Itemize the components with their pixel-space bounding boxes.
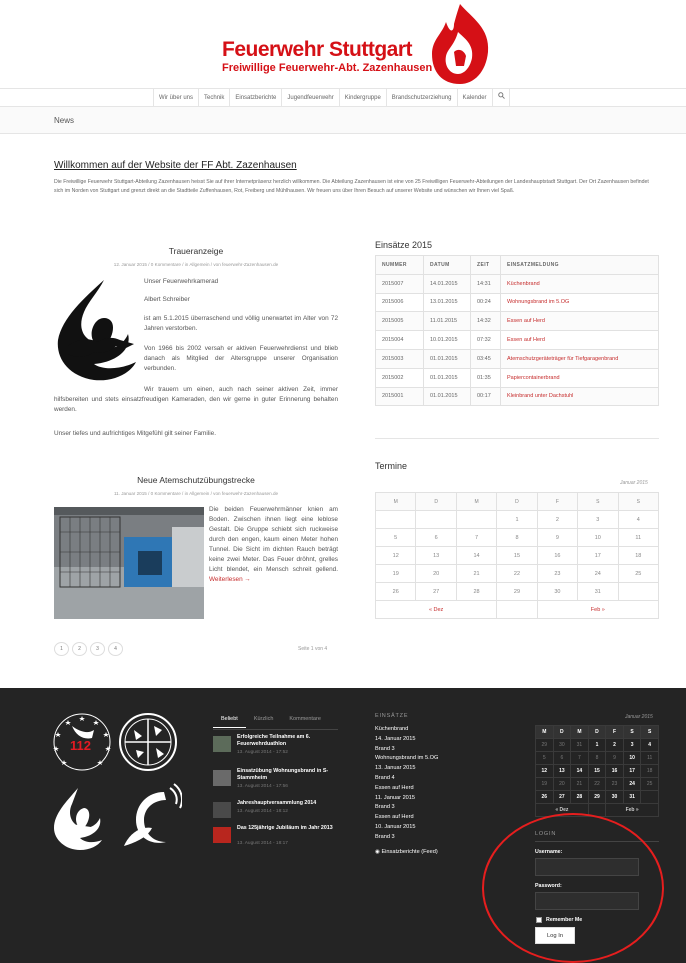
post-name-link[interactable]: Albert Schreiber xyxy=(144,296,190,303)
nav-item-wir-ueber-uns[interactable]: Wir über uns xyxy=(153,89,198,107)
footer-post-date: 13. August 2014 - 18:17 xyxy=(237,841,288,846)
footer-calendar-day[interactable]: 3 xyxy=(623,739,641,752)
footer-tabs xyxy=(213,714,329,728)
calendar-day[interactable]: 8 xyxy=(497,529,537,547)
weekday-header: M xyxy=(456,493,496,511)
column-header: NUMMER xyxy=(376,256,424,275)
weekday-header: S xyxy=(618,493,658,511)
divider xyxy=(375,438,659,439)
einsatz-link[interactable]: Papiercontainerbrand xyxy=(501,368,659,387)
footer-einsatz-line[interactable]: Wohnungsbrand im 5.OG xyxy=(375,755,439,762)
table-cell: 00:24 xyxy=(471,293,501,312)
post-thumbnail[interactable] xyxy=(213,736,231,752)
page-title-bar xyxy=(0,107,686,134)
tab-divider xyxy=(213,729,338,730)
calendar-day[interactable]: 30 xyxy=(537,583,577,601)
calendar-day[interactable]: 26 xyxy=(376,583,416,601)
fire-department-seal-icon[interactable] xyxy=(120,714,176,770)
termine-calendar xyxy=(375,492,659,619)
username-input[interactable] xyxy=(535,858,639,876)
nav-item-jugendfeuerwehr[interactable]: Jugendfeuerwehr xyxy=(281,89,338,107)
salamander-crest-icon xyxy=(54,278,140,384)
table-row xyxy=(376,368,659,387)
calendar-prev-link[interactable]: « Dez xyxy=(376,601,497,619)
footer-einsatz-line: Brand 4 xyxy=(375,774,395,781)
remember-me-checkbox[interactable] xyxy=(536,917,542,923)
footer-post-title[interactable]: Das 125jährige Jubiläum im Jahr 2013 xyxy=(237,825,333,831)
footer-einsatz-line: 14. Januar 2015 xyxy=(375,735,416,742)
footer-emblems xyxy=(52,712,182,852)
table-cell: 2015003 xyxy=(376,349,424,368)
post-paragraph: Wir trauern um einen, auch nach seiner aktiven Zeit, immer hilfsbereiten und stets einsatzfreudigen Kameraden, den wir gerne in guter Erinnerung behalten werden. xyxy=(54,386,338,413)
footer-post-date: 13. August 2014 - 18:12 xyxy=(237,809,288,814)
footer-calendar-day[interactable]: 31 xyxy=(623,791,641,804)
password-label: Password: xyxy=(535,883,562,889)
calendar-next-link[interactable]: Feb » xyxy=(537,601,658,619)
footer-calendar-day[interactable]: 5 xyxy=(536,752,554,765)
calendar-day[interactable] xyxy=(416,511,456,529)
calendar-day[interactable]: 9 xyxy=(537,529,577,547)
flame-logo-icon[interactable] xyxy=(424,2,496,86)
weekday-header: F xyxy=(537,493,577,511)
login-button[interactable]: Log In xyxy=(535,927,575,944)
einsatz-link[interactable]: Atemschutzgeräteträger für Tiefgaragenbrand xyxy=(501,349,659,368)
weekday-header: M xyxy=(571,726,589,739)
footer-einsatz-line: 11. Januar 2015 xyxy=(375,794,416,801)
table-cell: 2015005 xyxy=(376,312,424,331)
footer-calendar-day[interactable]: 10 xyxy=(623,752,641,765)
post-paragraph: ist am 5.1.2015 überraschend und völlig unerwartet im Alter von 72 Jahren verstorben. xyxy=(144,315,338,332)
footer-calendar-day[interactable]: 15 xyxy=(588,765,606,778)
footer-calendar-day[interactable]: 9 xyxy=(606,752,624,765)
footer-calendar-next-link[interactable]: Feb » xyxy=(606,804,659,817)
main-nav xyxy=(0,88,686,107)
weekday-header: D xyxy=(416,493,456,511)
footer-calendar-day[interactable]: 14 xyxy=(571,765,589,778)
calendar-day[interactable]: 29 xyxy=(497,583,537,601)
svg-text:112: 112 xyxy=(70,738,91,753)
einsatz-link[interactable]: Essen auf Herd xyxy=(501,331,659,350)
footer-calendar-days-row xyxy=(536,726,659,739)
weekday-header: D xyxy=(553,726,571,739)
footer-calendar-day[interactable]: 22 xyxy=(588,778,606,791)
footer-calendar-day[interactable] xyxy=(641,791,659,804)
termine-title: Termine xyxy=(375,461,408,471)
weekday-header: M xyxy=(536,726,554,739)
table-cell: 2015004 xyxy=(376,331,424,350)
calendar-week xyxy=(376,529,659,547)
footer-calendar-day[interactable]: 20 xyxy=(553,778,571,791)
footer-calendar-day[interactable]: 28 xyxy=(571,791,589,804)
footer-calendar-day[interactable]: 17 xyxy=(623,765,641,778)
weekday-header: S xyxy=(578,493,618,511)
footer-post-title[interactable]: Jahreshauptversammlung 2014 xyxy=(237,800,317,806)
calendar-day[interactable]: 18 xyxy=(618,547,658,565)
intro-title[interactable]: Willkommen auf der Website der FF Abt. Zazenhausen xyxy=(54,160,297,171)
footer-calendar-day[interactable]: 13 xyxy=(553,765,571,778)
nav-item-brandschutzerziehung[interactable]: Brandschutzerziehung xyxy=(386,89,457,107)
tab-beliebt[interactable]: Beliebt xyxy=(213,714,246,728)
footer-calendar-day[interactable]: 2 xyxy=(606,739,624,752)
footer-calendar-day[interactable]: 21 xyxy=(571,778,589,791)
calendar-day[interactable]: 16 xyxy=(537,547,577,565)
footer-calendar-day[interactable]: 7 xyxy=(571,752,589,765)
post-title-atemschutz[interactable]: Neue Atemschutzübungstrecke xyxy=(137,475,255,485)
calendar-day[interactable]: 6 xyxy=(416,529,456,547)
calendar-day[interactable]: 12 xyxy=(376,547,416,565)
footer-calendar-day[interactable]: 6 xyxy=(553,752,571,765)
calendar-day[interactable]: 11 xyxy=(618,529,658,547)
footer-calendar-spacer xyxy=(588,804,606,817)
table-row xyxy=(376,349,659,368)
weekday-header: M xyxy=(376,493,416,511)
password-input[interactable] xyxy=(535,892,639,910)
post-paragraph: Unser tiefes und aufrichtiges Mitgefühl gilt seiner Familie. xyxy=(54,430,216,437)
table-cell: 01:35 xyxy=(471,368,501,387)
table-cell: 01.01.2015 xyxy=(424,349,471,368)
footer-calendar-day[interactable]: 30 xyxy=(606,791,624,804)
footer-calendar-day[interactable]: 30 xyxy=(553,739,571,752)
calendar-day[interactable]: 27 xyxy=(416,583,456,601)
calendar-day[interactable]: 21 xyxy=(456,565,496,583)
footer-calendar-day[interactable]: 4 xyxy=(641,739,659,752)
footer-calendar-day[interactable]: 29 xyxy=(588,791,606,804)
logo-title[interactable]: Feuerwehr Stuttgart xyxy=(222,38,413,61)
footer-einsatz-line: 10. Januar 2015 xyxy=(375,823,416,830)
footer-post-date: 13. August 2014 - 17:56 xyxy=(237,784,288,789)
calendar-day[interactable]: 10 xyxy=(578,529,618,547)
post-thumbnail[interactable] xyxy=(213,770,231,786)
post-thumbnail[interactable] xyxy=(213,802,231,818)
calendar-week xyxy=(376,547,659,565)
rss-icon[interactable]: ◉ xyxy=(375,849,380,855)
footer-calendar-month: Januar 2015 xyxy=(625,714,653,720)
table-cell: 2015001 xyxy=(376,387,424,406)
table-cell: 03:45 xyxy=(471,349,501,368)
footer-calendar-prev-link[interactable]: « Dez xyxy=(536,804,589,817)
pagination xyxy=(54,642,123,656)
weekday-header: F xyxy=(606,726,624,739)
calendar-day[interactable]: 22 xyxy=(497,565,537,583)
salamander-white-icon[interactable] xyxy=(54,788,102,850)
einsatz-link[interactable]: Wohnungsbrand im 5.OG xyxy=(501,293,659,312)
page-link-2[interactable]: 2 xyxy=(72,642,87,656)
calendar-day[interactable]: 3 xyxy=(578,511,618,529)
page-link-3[interactable]: 3 xyxy=(90,642,105,656)
footer-calendar xyxy=(535,725,659,817)
calendar-day[interactable]: 2 xyxy=(537,511,577,529)
table-cell: 2015002 xyxy=(376,368,424,387)
table-cell: 01.01.2015 xyxy=(424,387,471,406)
table-cell: 2015007 xyxy=(376,274,424,293)
calendar-day[interactable]: 20 xyxy=(416,565,456,583)
table-cell: 14:31 xyxy=(471,274,501,293)
remember-me-label: Remember Me xyxy=(546,917,583,923)
eu-112-icon[interactable] xyxy=(53,714,111,770)
table-cell: 10.01.2015 xyxy=(424,331,471,350)
page-count: Seite 1 von 4 xyxy=(298,646,328,652)
table-cell: 14.01.2015 xyxy=(424,274,471,293)
weekday-header: S xyxy=(623,726,641,739)
feed-link-label[interactable]: Einsatzberichte (Feed) xyxy=(381,849,438,855)
footer-post-title[interactable]: Erfolgreiche Teilnahme am 6. Feuerwehrduathlon xyxy=(237,734,311,747)
einsaetze-title: Einsätze 2015 xyxy=(375,240,433,250)
table-cell: 11.01.2015 xyxy=(424,312,471,331)
calendar-day[interactable]: 14 xyxy=(456,547,496,565)
tab-kuerzlich[interactable]: Kürzlich xyxy=(253,716,274,722)
table-row xyxy=(376,331,659,350)
footer-calendar-day[interactable]: 11 xyxy=(641,752,659,765)
page-link-1[interactable]: 1 xyxy=(54,642,69,656)
footer-calendar-day[interactable]: 23 xyxy=(606,778,624,791)
einsaetze-table xyxy=(375,255,659,406)
intro-text: Die Freiwillige Feuerwehr Stuttgart-Abteilung Zazenhausen heisst Sie auf ihrer Internetpräsenz herzlich willkommen. Die Abteilung Zazenhausen ist eine von 25 Freiwilligen Feuerwehr-Abteilungen der Landeshauptstadt Stuttgart. Der Ort Zazenhausen befindet sich im Norden von Stuttgart und grenzt direkt an die Stadtteile Zuffenhausen, Rot, Freiberg und Mühlhausen. Wir freuen uns über Ihren Besuch auf unserer Website und wünschen wir Ihnen viel Spaß. xyxy=(54,179,649,194)
calendar-week xyxy=(376,511,659,529)
footer-calendar-week xyxy=(536,765,659,778)
calendar-day[interactable]: 31 xyxy=(578,583,618,601)
calendar-day[interactable]: 13 xyxy=(416,547,456,565)
footer-einsaetze-list xyxy=(375,725,438,843)
post-meta: 12. Januar 2015 / 0 Kommentare / in Allgemein / von feuerwehr-Zazenhausen.de xyxy=(113,262,279,267)
footer-einsatz-line[interactable]: Essen auf Herd xyxy=(375,784,414,791)
footer xyxy=(0,688,686,963)
post-line1: Unser Feuerwehrkamerad xyxy=(144,278,219,285)
footer-calendar-nav-row xyxy=(536,804,659,817)
site-header xyxy=(0,0,686,88)
table-cell: 07:32 xyxy=(471,331,501,350)
footer-calendar-day[interactable]: 24 xyxy=(623,778,641,791)
calendar-nav-spacer xyxy=(497,601,537,619)
footer-calendar-day[interactable]: 16 xyxy=(606,765,624,778)
calendar-day[interactable]: 15 xyxy=(497,547,537,565)
calendar-day[interactable]: 24 xyxy=(578,565,618,583)
footer-calendar-week xyxy=(536,778,659,791)
footer-calendar-day[interactable]: 8 xyxy=(588,752,606,765)
table-row xyxy=(376,293,659,312)
footer-einsatz-line[interactable]: Essen auf Herd xyxy=(375,814,414,821)
nav-item-technik[interactable]: Technik xyxy=(198,89,229,107)
table-cell: 01.01.2015 xyxy=(424,368,471,387)
calendar-day[interactable]: 4 xyxy=(618,511,658,529)
calendar-day[interactable]: 23 xyxy=(537,565,577,583)
nav-item-einsatzberichte[interactable]: Einsatzberichte xyxy=(229,89,281,107)
einsatz-link[interactable]: Kleinbrand unter Dachstuhl xyxy=(501,387,659,406)
calendar-week xyxy=(376,583,659,601)
table-row xyxy=(376,312,659,331)
column-header: ZEIT xyxy=(471,256,501,275)
calendar-day[interactable]: 28 xyxy=(456,583,496,601)
page-title: News xyxy=(54,116,75,125)
footer-calendar-week xyxy=(536,739,659,752)
footer-post-date: 13. August 2014 - 17:52 xyxy=(237,750,288,755)
training-track-image[interactable] xyxy=(54,507,204,619)
footer-calendar-day[interactable]: 29 xyxy=(536,739,554,752)
post-meta: 11. Januar 2015 / 0 Kommentare / in Allgemein / von feuerwehr-Zazenhausen.de xyxy=(113,491,279,496)
footer-einsatz-line[interactable]: Küchenbrand xyxy=(375,726,409,732)
footer-einsatz-line: Brand 3 xyxy=(375,833,395,840)
post2-excerpt xyxy=(209,505,338,585)
login-divider xyxy=(535,841,659,842)
table-row xyxy=(376,274,659,293)
post2-excerpt-text: Die beiden Feuerwehrmänner knien am Boden. Zwischen ihnen liegt eine leblose Gestalt. Die Gruppe schiebt sich ruckweise durch den engen, kaum einen Meter hohen Tunnel. Die Sicht im dichten Rauch beträgt keine zwei Meter. Das Feuer dröhnt, grelles Licht blendet, ein Mensch schreit gellend. xyxy=(209,506,338,573)
calendar-day[interactable]: 17 xyxy=(578,547,618,565)
einsatz-link[interactable]: Küchenbrand xyxy=(501,274,659,293)
remember-me[interactable] xyxy=(536,917,582,923)
weekday-header: S xyxy=(641,726,659,739)
footer-einsatz-line: Brand 3 xyxy=(375,804,395,811)
calendar-day[interactable]: 1 xyxy=(497,511,537,529)
footer-calendar-day[interactable]: 27 xyxy=(553,791,571,804)
footer-calendar-day[interactable]: 31 xyxy=(571,739,589,752)
calendar-day[interactable] xyxy=(376,511,416,529)
search-icon[interactable] xyxy=(492,89,510,107)
post-title-traueranzeige[interactable]: Traueranzeige xyxy=(168,246,224,256)
swirl-logo-icon[interactable] xyxy=(124,784,182,846)
page-link-4[interactable]: 4 xyxy=(108,642,123,656)
footer-calendar-day[interactable]: 18 xyxy=(641,765,659,778)
post-thumbnail[interactable] xyxy=(213,827,231,843)
calendar-day[interactable]: 19 xyxy=(376,565,416,583)
table-cell: 2015006 xyxy=(376,293,424,312)
calendar-day[interactable] xyxy=(618,583,658,601)
footer-post-title[interactable]: Einsatzübung Wohnungsbrand in S-Stammheim xyxy=(237,768,329,781)
footer-einsatz-line: Brand 3 xyxy=(375,745,395,752)
calendar-week xyxy=(376,565,659,583)
footer-einsatz-line: 13. Januar 2015 xyxy=(375,765,416,772)
nav-item-kalender[interactable]: Kalender xyxy=(457,89,492,107)
table-header-row xyxy=(376,256,659,275)
calendar-day[interactable]: 5 xyxy=(376,529,416,547)
table-cell: 13.01.2015 xyxy=(424,293,471,312)
username-label: Username: xyxy=(535,849,563,855)
tab-kommentare[interactable]: Kommentare xyxy=(289,716,321,722)
calendar-day[interactable] xyxy=(456,511,496,529)
login-heading: LOGIN xyxy=(535,831,557,837)
calendar-days-row xyxy=(376,493,659,511)
footer-calendar-day[interactable]: 19 xyxy=(536,778,554,791)
calendar-day[interactable]: 7 xyxy=(456,529,496,547)
feed-link[interactable] xyxy=(375,849,438,855)
footer-calendar-day[interactable]: 26 xyxy=(536,791,554,804)
calendar-nav-row xyxy=(376,601,659,619)
footer-calendar-day[interactable]: 12 xyxy=(536,765,554,778)
footer-calendar-day[interactable]: 1 xyxy=(588,739,606,752)
footer-calendar-week xyxy=(536,791,659,804)
column-header: DATUM xyxy=(424,256,471,275)
weekday-header: D xyxy=(497,493,537,511)
table-row xyxy=(376,387,659,406)
einsatz-link[interactable]: Essen auf Herd xyxy=(501,312,659,331)
weekday-header: D xyxy=(588,726,606,739)
column-header: EINSATZMELDUNG xyxy=(501,256,659,275)
footer-calendar-week xyxy=(536,752,659,765)
footer-calendar-day[interactable]: 25 xyxy=(641,778,659,791)
logo-subtitle[interactable]: Freiwillige Feuerwehr-Abt. Zazenhausen xyxy=(222,62,433,74)
read-more-link[interactable]: Weiterlesen → xyxy=(209,576,251,583)
table-cell: 00:17 xyxy=(471,387,501,406)
footer-einsaetze-heading: EINSÄTZE xyxy=(375,713,409,719)
table-cell: 14:32 xyxy=(471,312,501,331)
post-paragraph: Von 1966 bis 2002 versah er aktiven Feuerwehrdienst und blieb danach als Mitglied der Altersgruppe unserer Organisation verbunden. xyxy=(144,345,338,372)
calendar-month: Januar 2015 xyxy=(620,480,648,486)
calendar-day[interactable]: 25 xyxy=(618,565,658,583)
nav-item-kindergruppe[interactable]: Kindergruppe xyxy=(339,89,386,107)
